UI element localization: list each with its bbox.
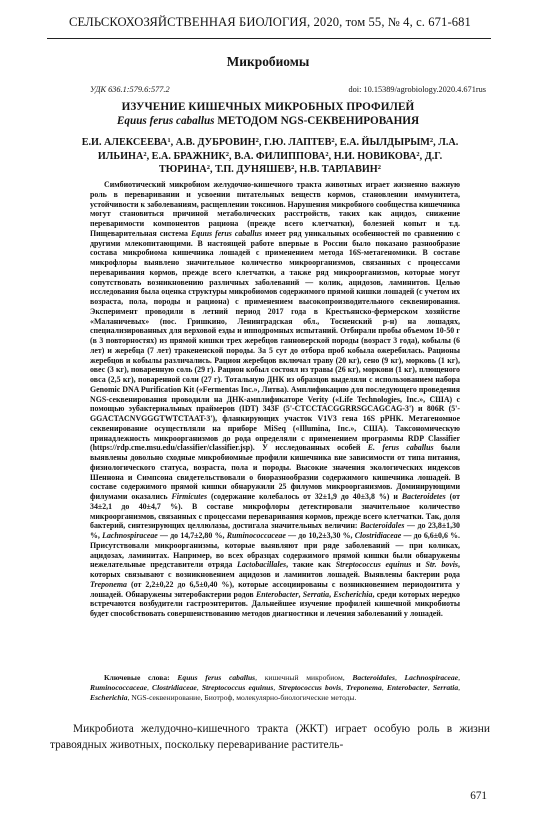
text-run: (содержание колебалось от 32±1,9 до 40±3,8 %) и	[207, 492, 402, 501]
author-affiliation: 2	[291, 164, 295, 171]
text-run: ,	[458, 673, 460, 682]
author-affiliation: 2	[416, 150, 420, 158]
text-run: , которых связывают с возникновением ацидозов и ламинитов лошадей. Выявлены бактерии рода	[90, 560, 460, 579]
text-run: , такие как	[286, 560, 336, 570]
author-affiliation: 2	[225, 150, 230, 158]
author-affiliation: 2	[429, 137, 434, 144]
author-name: Н.В. ТАРЛАВИН	[299, 164, 378, 175]
taxon-name: Treponema	[90, 579, 127, 589]
taxon-name: E. ferus caballus	[367, 443, 434, 453]
text-run: ,	[298, 589, 303, 599]
page-number: 671	[470, 790, 487, 802]
author-name: Т.П. ДУНЯШЕВ	[215, 164, 292, 175]
udc-code: УДК 636.1:579.6:577.2	[90, 85, 170, 94]
text-run: Симбиотический микробиом желудочно-кишечного тракта животных играет жизненно важную роль в переваривании и усвоении питательных веществ кормов, становлении иммунитета, устойчивости к заболеваниям, расщеплении токсинов. Нарушения микробного сообщества кишечника могут становиться причиной метаболических расстройств, таких как ацидоз, снижение переваримости компонентов рациона (прежде всего клетчатки), болезней копыт и т.д. Пищеварительная система	[90, 180, 460, 238]
taxon-name: Lachnospiraceae	[404, 673, 459, 682]
taxon-name: Firmicutes	[171, 492, 208, 501]
taxon-name: Equus ferus caballus	[191, 228, 263, 238]
author-name: Н.И. НОВИКОВА	[333, 150, 417, 162]
text-run: ,	[196, 682, 202, 692]
taxon-name: Ruminococcaceae	[226, 531, 286, 540]
author-name: Г.Ю. ЛАПТЕВ	[263, 137, 332, 148]
taxon-name: Clostridiaceae	[354, 531, 402, 540]
taxon-name: Streptococcus bovis	[278, 682, 342, 692]
article-title-line2	[0, 115, 536, 127]
section-title: Микробиомы	[226, 54, 310, 69]
taxon-name: Serratia	[432, 682, 459, 692]
text-run: имеет ряд уникальных особенностей по сравнению с другими млекопитающими. В настоящей работе впервые в России было показано разнообразие состава микробиома кишечника лошадей с применением метода 16S-метагеномики. В составе микрофлоры выявлено значительное количество микроорганизмов, связанных с процессами переваривания кормов, прежде всего клетчатки, а также ряд микроорганизмов, которые могут сопутствовать возникновению различных заболеваний — колик, ацидозов, ламинитов. Целью исследования была оценка структуры микробиомов содержимого прямой кишки лошадей (с учетом их возраста, пола, породы и рациона) с применением высокопроизводительного секвенирования. Эксперимент проводили в летний период 2017 года в Крестьянско-фермерском хозяйстве «Маланичевых» (пос. Гришкино, Ленинградская обл., Тосненский р-н) на лошадях, специализированных для верховой езды и ипподромных испытаний. Отбирали пробы объемом 10-50 г (в 3 повторностях) из прямой кишки трех жеребцов ганноверской породы (возраст 3 года), кобылы (6 лет) и жеребца (7 лет) тракененской породы. За 5 сут до отбора проб кобыла ожеребилась. Рационы жеребцов и кобылы различались. Рацион жеребцов включал траву (20 кг), сено (9 кг), морковь (1 кг), овес (3 кг), поваренную соль (29 г). Рацион кобыл состоял из травы (26 кг), моркови (1 кг), плющеного овса (2,5 кг), поваренной соли (27 г). Тотальную ДНК из образцов выделяли с использованием набора Genomic DNA Purification Kit («Fermentas Inc.», Литва). Амплификацию для последующего проведения NGS-секвенирования проводили на ДНК-амплификаторе Verity («Life Technologies, Inc.», США) с помощью эубактериальных праймеров (IDT) 343F (5'-CTCCTACGGRRSGCAGCAG-3') и 806R (5'-GGACTACNVGGGTWTCTAAT-3'), фланкирующих участок V1V3 гена 16S рРНК. Метагеномное секвенирование осуществляли на приборе MiSeq («Illumina, Inc.», США). Таксономическую принадлежность микроорганизмов до рода определяли с применением программы RDP Classifier (https://rdp.cme.msu.edu/classifier/classifier.jsp). У исследованных особей	[90, 228, 460, 453]
text-run: — до 10,2±3,30 %,	[285, 531, 355, 540]
text-run: ,	[427, 682, 433, 692]
keywords-label: Ключевые слова:	[104, 673, 178, 682]
taxon-name: Str. bovis	[425, 560, 459, 570]
taxon-name: Escherichia	[333, 589, 373, 599]
text-run: — до 6,6±0,6 %. Присутствовали микроорганизмы, которые выявляют при ряде заболеваний — при коликах, ацидозах, ламинитах. Например, во всех образцах содержимого прямой кишки были обнаружены нежелательные представители отряда	[90, 531, 461, 570]
taxon-name: Serratia	[302, 589, 330, 599]
title-rest: МЕТОДОМ NGS-СЕКВЕНИРОВАНИЯ	[214, 115, 420, 127]
text-run: ,	[394, 673, 405, 682]
taxon-name: Enterobacter	[386, 682, 428, 692]
text-run: (от 2,2±0,22 до 6,5±0,40 %), которые ассоциированы с возникновением периодонтита у лошадей. Обнаружены энтеробактерии родов	[90, 579, 460, 599]
running-head: СЕЛЬСКОХОЗЯЙСТВЕННАЯ БИОЛОГИЯ, 2020, том 55, № 4, с. 671-681	[69, 15, 471, 29]
author-affiliation: 2	[331, 137, 335, 144]
text-run: ,	[273, 682, 279, 692]
taxon-name: Ruminococcaceae	[90, 682, 147, 692]
text-run: — до 23,8±1,30 %,	[90, 521, 460, 540]
author-name: Е.А. ЙЫЛДЫРЫМ	[339, 137, 430, 148]
author-list: Е.И. АЛЕКСЕЕВА$^1$, А.В. ДУБРОВИН$^2$, Г.Ю. ЛАПТЕВ$^2$, Е.А. ЙЫЛДЫРЫМ$^2$, Л.А. ИЛЬИНА$^2$, Е.А. БРАЖНИК$^2$, В.А. ФИЛИППОВА$^2$, Н.И. НОВИКОВА$^2$, Д.Г. ТЮРИНА$^2$, Т.П. ДУНЯШЕВ$^2$, Н.В. ТАРЛАВИН$^2$	[81, 137, 459, 175]
text-run: , NGS-секвенирование, Биотроф, молекулярно-биологические методы.	[127, 692, 357, 702]
text-run: ,	[458, 682, 461, 692]
taxon-name: Equus ferus caballus	[177, 673, 256, 682]
author-affiliation: 2	[325, 150, 329, 158]
abstract	[90, 180, 460, 619]
taxon-name: Streptococcus equinus	[201, 682, 274, 692]
author-name: Л.А. ИЛЬИНА	[97, 137, 459, 162]
taxon-name: Bacteroidetes	[401, 492, 446, 501]
taxon-name: Bacteroidales	[360, 521, 405, 531]
author-name: Е.И. АЛЕКСЕЕВА	[81, 137, 168, 148]
author-affiliation: 2	[206, 164, 210, 171]
taxon-name: Treponema	[346, 682, 382, 692]
author-name: Д.Г. ТЮРИНА	[159, 150, 443, 175]
title-species: Equus ferus caballus	[116, 115, 215, 127]
taxon-name: Lachnospiraceae	[102, 531, 158, 540]
author-name: А.В. ДУБРОВИН	[175, 137, 256, 148]
text-run: и	[411, 560, 426, 570]
text-run: ,	[146, 682, 153, 692]
author-affiliation: 2	[377, 164, 381, 171]
taxon-name: Enterobacter	[255, 589, 299, 599]
text-run: , кишечный микробиом,	[255, 673, 353, 682]
header-rule	[47, 38, 491, 39]
text-run: были выявлены довольно сходные микробиомные профили кишечника вне зависимости от типа питания, физиологического статуса, возраста, пола и породы. Высокие значения экологических индексов Шеннона и Симпсона свидетельствовали о биоразнообразии содержимого кишечника лошадей. В составе содержимого прямой кишки обнаружили 25 филумов микроорганизмов. Доминирующими филумами оказались	[90, 443, 460, 501]
taxon-name: Streptococcus equinus	[335, 560, 412, 570]
keywords	[90, 673, 460, 702]
body-paragraph: Микробиота желудочно-кишечного тракта (ЖКТ) играет особую роль в жизни травоядных животных, поскольку переваривание раститель-	[50, 723, 490, 751]
text-run: , среди которых нередко встречаются возбудители гастроэнтеритов. Дальнейшее изучение профилей кишечной микробиоты будет способствовать совершенствованию методов диагностики и лечения заболеваний у лошадей.	[90, 589, 460, 618]
taxon-name: Bacteroidales	[352, 673, 395, 682]
author-name: В.А. ФИЛИППОВА	[234, 150, 326, 162]
text-run: (от 34±2,1 до 40±4,7 %). В составе микрофлоры детектировали значительное количество микроорганизмов, связанных с процессами переваривания кормов, прежде всего клетчатки. Так, доля бактерий, синтезирующих целлюлазы, достигала значительных величин:	[90, 492, 460, 531]
text-run: ,	[329, 589, 334, 599]
text-run: ,	[341, 682, 347, 692]
author-affiliation: 1	[167, 137, 171, 144]
taxon-name: Clostridiaceae	[152, 682, 197, 692]
text-run: ,	[381, 682, 387, 692]
author-name: Е.А. БРАЖНИК	[151, 150, 226, 162]
author-affiliation: 2	[255, 137, 259, 144]
taxon-name: Lactobacillales	[237, 560, 287, 570]
author-affiliation: 2	[143, 150, 147, 158]
article-title-line1: ИЗУЧЕНИЕ КИШЕЧНЫХ МИКРОБНЫХ ПРОФИЛЕЙ	[121, 101, 415, 113]
taxon-name: Escherichia	[90, 692, 128, 702]
doi: doi: 10.15389/agrobiology.2020.4.671rus	[348, 85, 486, 94]
text-run: — до 14,7±2,80 %,	[157, 531, 227, 540]
